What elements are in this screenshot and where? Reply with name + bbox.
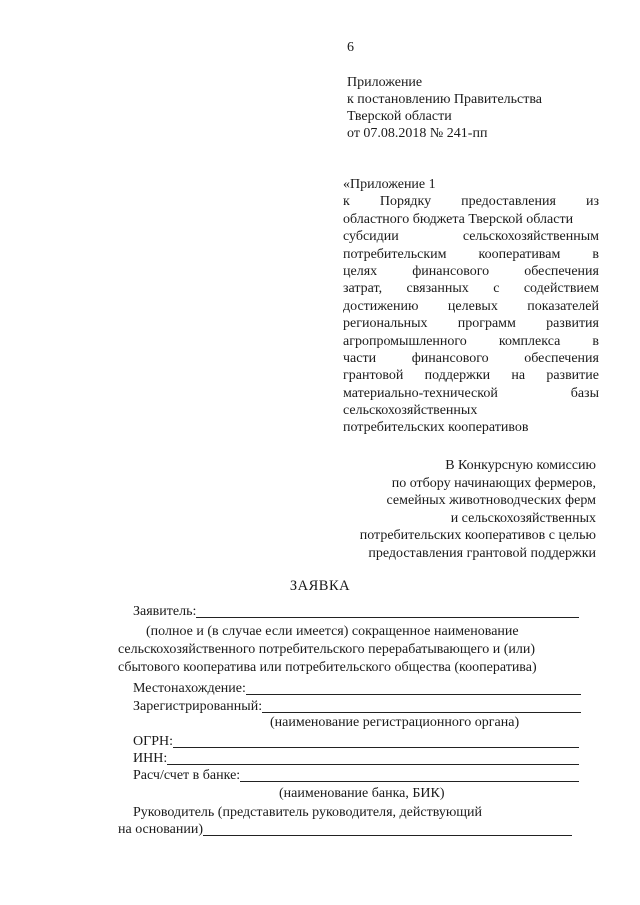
- applicant-hint-line: сельскохозяйственного потребительского перерабатывающего и (или): [118, 642, 536, 657]
- appendix1-word: поддержки: [424, 368, 491, 384]
- appendix1-word: финансового: [411, 350, 489, 366]
- applicant-field[interactable]: [196, 616, 579, 618]
- location-row: [133, 681, 581, 697]
- appendix1-word: затрат,: [343, 281, 383, 297]
- registered-row: [133, 699, 581, 715]
- appendix1-line: [343, 402, 599, 419]
- appendix1-word: предоставления: [461, 194, 556, 210]
- appendix1-word: обеспечения: [524, 263, 599, 279]
- appendix1-line: [343, 176, 599, 193]
- bank-field[interactable]: [240, 780, 579, 782]
- appendix1-block: [343, 176, 599, 437]
- appendix1-line: [343, 350, 599, 367]
- appendix1-line: [343, 298, 599, 315]
- location-label: Местонахождение:: [133, 681, 246, 696]
- header-appendix-block: [347, 74, 542, 142]
- appendix1-line: [343, 246, 599, 263]
- appendix1-word: субсидии: [343, 229, 399, 245]
- appendix1-word: достижению: [343, 298, 419, 314]
- appendix1-word: комплекса: [498, 333, 561, 349]
- appendix1-word: агропромышленного: [343, 333, 467, 349]
- appendix1-word: с: [493, 281, 500, 297]
- appendix1-line: [343, 367, 599, 384]
- appendix1-line: [343, 280, 599, 297]
- recipient-line: В Конкурсную комиссию: [445, 458, 596, 473]
- appendix1-line: [343, 228, 599, 245]
- appendix1-line: [343, 193, 599, 210]
- appendix1-line: [343, 419, 599, 436]
- ogrn-field[interactable]: [173, 746, 579, 748]
- applicant-hint-line: сбытового кооператива или потребительского общества (кооператива): [118, 660, 537, 675]
- appendix1-word: сельскохозяйственных: [343, 403, 478, 419]
- inn-label: ИНН:: [133, 751, 168, 766]
- recipient-line: потребительских кооперативов с целью: [359, 528, 596, 543]
- appendix1-word: кооперативам: [478, 246, 561, 262]
- head-basis-row: [118, 822, 572, 838]
- applicant-row: [133, 604, 579, 620]
- appendix1-line: [343, 211, 599, 228]
- recipient-line: семейных животноводческих ферм: [386, 493, 596, 508]
- appendix1-word: региональных: [343, 316, 428, 332]
- inn-row: [133, 751, 579, 767]
- appendix1-line: [343, 315, 599, 332]
- registered-field[interactable]: [262, 711, 581, 713]
- recipient-line: по отбору начинающих фермеров,: [391, 475, 596, 491]
- bank-label: Расч/счет в банке:: [133, 768, 241, 783]
- appendix1-word: потребительским: [343, 246, 447, 262]
- appendix1-word: развитие: [546, 368, 599, 384]
- appendix1-word: связанных: [406, 281, 469, 297]
- appendix1-word: в: [592, 333, 599, 349]
- appendix1-word: обеспечения: [524, 350, 599, 366]
- ogrn-row: [133, 734, 579, 750]
- appendix1-word: в: [592, 246, 599, 262]
- location-field[interactable]: [246, 693, 581, 695]
- document-title: ЗАЯВКА: [289, 578, 351, 594]
- inn-field[interactable]: [167, 763, 579, 765]
- appendix1-word: грантовой: [343, 368, 404, 384]
- bank-hint: (наименование банка, БИК): [279, 786, 445, 801]
- bank-row: [133, 768, 579, 784]
- applicant-label: Заявитель:: [133, 604, 197, 619]
- appendix1-line: [343, 333, 599, 350]
- ogrn-label: ОГРН:: [133, 734, 173, 749]
- appendix1-word: части: [343, 350, 377, 366]
- appendix1-word: на: [511, 368, 526, 384]
- head-basis-label: на основании): [118, 822, 204, 837]
- head-basis-field[interactable]: [203, 834, 572, 836]
- page-number: 6: [347, 40, 354, 55]
- recipient-block: [360, 457, 596, 562]
- header-appendix-line: от 07.08.2018 № 241-пп: [347, 126, 488, 141]
- appendix1-word: областного бюджета Тверской области: [343, 211, 574, 227]
- appendix1-word: показателей: [527, 298, 599, 314]
- header-appendix-line: к постановлению Правительства: [347, 92, 543, 107]
- head-label: Руководитель (представитель руководителя, действующий: [133, 805, 483, 820]
- appendix1-word: целях: [343, 263, 378, 279]
- appendix1-word: «Приложение 1: [343, 177, 436, 192]
- applicant-hint-line: (полное и (в случае если имеется) сокращенное наименование: [146, 624, 519, 639]
- appendix1-word: материально-технической: [343, 385, 498, 401]
- appendix1-word: сельскохозяйственным: [462, 229, 599, 245]
- recipient-line: и сельскохозяйственных: [450, 510, 596, 526]
- appendix1-line: [343, 385, 599, 402]
- appendix1-word: развития: [546, 316, 599, 332]
- appendix1-word: к: [343, 194, 350, 210]
- appendix1-word: целевых: [447, 298, 498, 314]
- appendix1-word: потребительских кооперативов: [343, 420, 529, 436]
- registered-label: Зарегистрированный:: [133, 699, 263, 714]
- header-appendix-line: Приложение: [347, 75, 423, 90]
- registered-hint: (наименование регистрационного органа): [270, 715, 520, 730]
- appendix1-word: содействием: [523, 281, 599, 297]
- appendix1-word: финансового: [412, 263, 490, 279]
- appendix1-word: Порядку: [379, 194, 432, 210]
- recipient-line: предоставления грантовой поддержки: [368, 545, 596, 561]
- appendix1-line: [343, 263, 599, 280]
- header-appendix-line: Тверской области: [347, 109, 452, 124]
- appendix1-word: программ: [457, 316, 516, 332]
- appendix1-word: из: [585, 194, 599, 210]
- appendix1-word: базы: [570, 385, 599, 401]
